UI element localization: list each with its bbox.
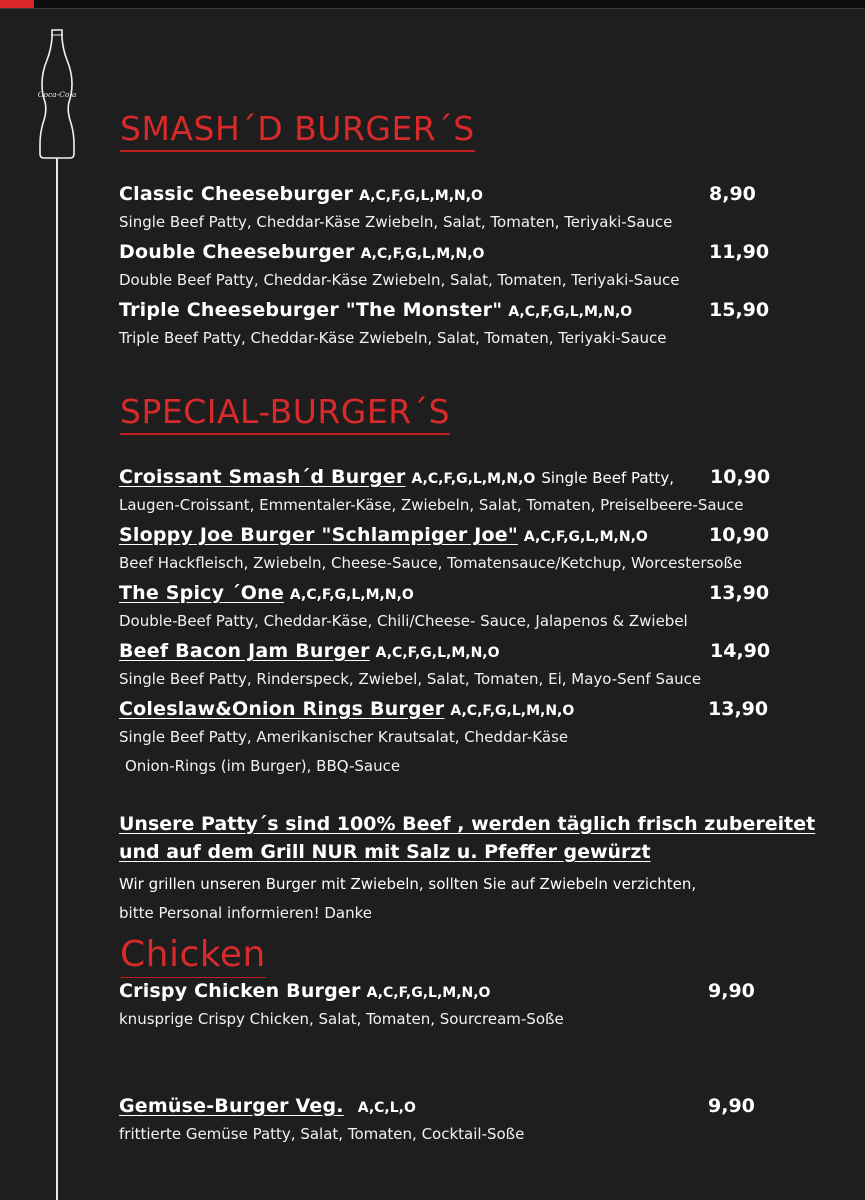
section-title-special: SPECIAL-BURGER´S (120, 393, 450, 435)
notice-heading-line2: und auf dem Grill NUR mit Salz u. Pfeffer gewürzt (119, 841, 651, 863)
menu-item (119, 296, 845, 353)
item-allergens: A,C,F,G,L,M,N,O (359, 188, 483, 204)
item-price: 10,90 (710, 466, 771, 488)
item-name: Croissant Smash´d Burger (119, 466, 406, 488)
notice-text-line1: Wir grillen unseren Burger mit Zwiebeln, sollten Sie auf Zwiebeln verzichten, (119, 875, 697, 893)
item-allergens: A,C,F,G,L,M,N,O (375, 645, 500, 661)
item-description: knusprige Crispy Chicken, Salat, Tomaten, Sourcream-Soße (119, 1010, 564, 1028)
item-description: Laugen-Croissant, Emmentaler-Käse, Zwiebeln, Salat, Tomaten, Preiselbeere-Sauce (119, 496, 744, 514)
menu-item (119, 238, 845, 295)
item-allergens: A,C,F,G,L,M,N,O (508, 304, 633, 320)
menu-item (119, 579, 845, 636)
item-price: 9,90 (708, 1095, 755, 1117)
menu-item (119, 1092, 845, 1149)
menu-item (119, 521, 845, 578)
notice-text-line2: bitte Personal informieren! Danke (119, 904, 373, 922)
menu-item (119, 977, 845, 1034)
item-price: 14,90 (710, 640, 771, 662)
vertical-line (56, 158, 58, 1200)
top-bar (0, 0, 865, 9)
item-description: Double-Beef Patty, Cheddar-Käse, Chili/Cheese- Sauce, Jalapenos & Zwiebel (119, 612, 688, 630)
item-description: Single Beef Patty, Rinderspeck, Zwiebel, Salat, Tomaten, Ei, Mayo-Senf Sauce (119, 670, 702, 688)
item-price: 13,90 (709, 582, 770, 604)
beef-notice (119, 810, 839, 928)
item-allergens: A,C,L,O (357, 1100, 416, 1116)
item-price: 9,90 (708, 980, 755, 1002)
menu-item (119, 695, 845, 781)
menu-item (119, 637, 845, 694)
item-name: Gemüse-Burger Veg. (119, 1095, 344, 1117)
item-allergens: A,C,F,G,L,M,N,O (450, 703, 575, 719)
item-allergens: A,C,F,G,L,M,N,O (366, 985, 491, 1001)
item-name: Double Cheeseburger (119, 241, 355, 263)
item-name: The Spicy ´One (119, 582, 284, 604)
item-description: Double Beef Patty, Cheddar-Käse Zwiebeln, Salat, Tomaten, Teriyaki-Sauce (119, 271, 680, 289)
item-name: Sloppy Joe Burger "Schlampiger Joe" (119, 524, 518, 546)
item-name: Crispy Chicken Burger (119, 980, 361, 1002)
item-extra: Single Beef Patty, (541, 469, 674, 487)
item-description: Single Beef Patty, Amerikanischer Krautsalat, Cheddar-Käse (119, 728, 569, 746)
item-price: 13,90 (708, 698, 769, 720)
bottle-logo-text: Coca-Cola (37, 90, 77, 99)
item-price: 10,90 (709, 524, 770, 546)
item-name: Triple Cheeseburger "The Monster" (119, 299, 503, 321)
item-price: 8,90 (709, 183, 756, 205)
item-description-cont: Onion-Rings (im Burger), BBQ-Sauce (125, 757, 401, 775)
item-allergens: A,C,F,G,L,M,N,O (523, 529, 648, 545)
item-allergens: A,C,F,G,L,M,N,O (411, 471, 536, 487)
section-title-smashd: SMASH´D BURGER´S (120, 110, 475, 152)
item-description: Single Beef Patty, Cheddar-Käse Zwiebeln, Salat, Tomaten, Teriyaki-Sauce (119, 213, 673, 231)
section-title-chicken: Chicken (120, 935, 266, 978)
item-allergens: A,C,F,G,L,M,N,O (289, 587, 414, 603)
item-name: Beef Bacon Jam Burger (119, 640, 370, 662)
menu-item (119, 463, 845, 520)
item-allergens: A,C,F,G,L,M,N,O (360, 246, 485, 262)
item-price: 15,90 (709, 299, 770, 321)
item-description: Beef Hackfleisch, Zwiebeln, Cheese-Sauce, Tomatensauce/Ketchup, Worcestersoße (119, 554, 743, 572)
notice-heading-line1: Unsere Patty´s sind 100% Beef , werden täglich frisch zubereitet (119, 813, 816, 835)
item-name: Coleslaw&Onion Rings Burger (119, 698, 445, 720)
coca-cola-bottle-icon (36, 28, 78, 160)
item-description: Triple Beef Patty, Cheddar-Käse Zwiebeln, Salat, Tomaten, Teriyaki-Sauce (119, 329, 667, 347)
item-name: Classic Cheeseburger (119, 183, 354, 205)
menu-item (119, 180, 845, 237)
item-description: frittierte Gemüse Patty, Salat, Tomaten, Cocktail-Soße (119, 1125, 525, 1143)
top-bar-accent (0, 0, 34, 8)
item-price: 11,90 (709, 241, 770, 263)
